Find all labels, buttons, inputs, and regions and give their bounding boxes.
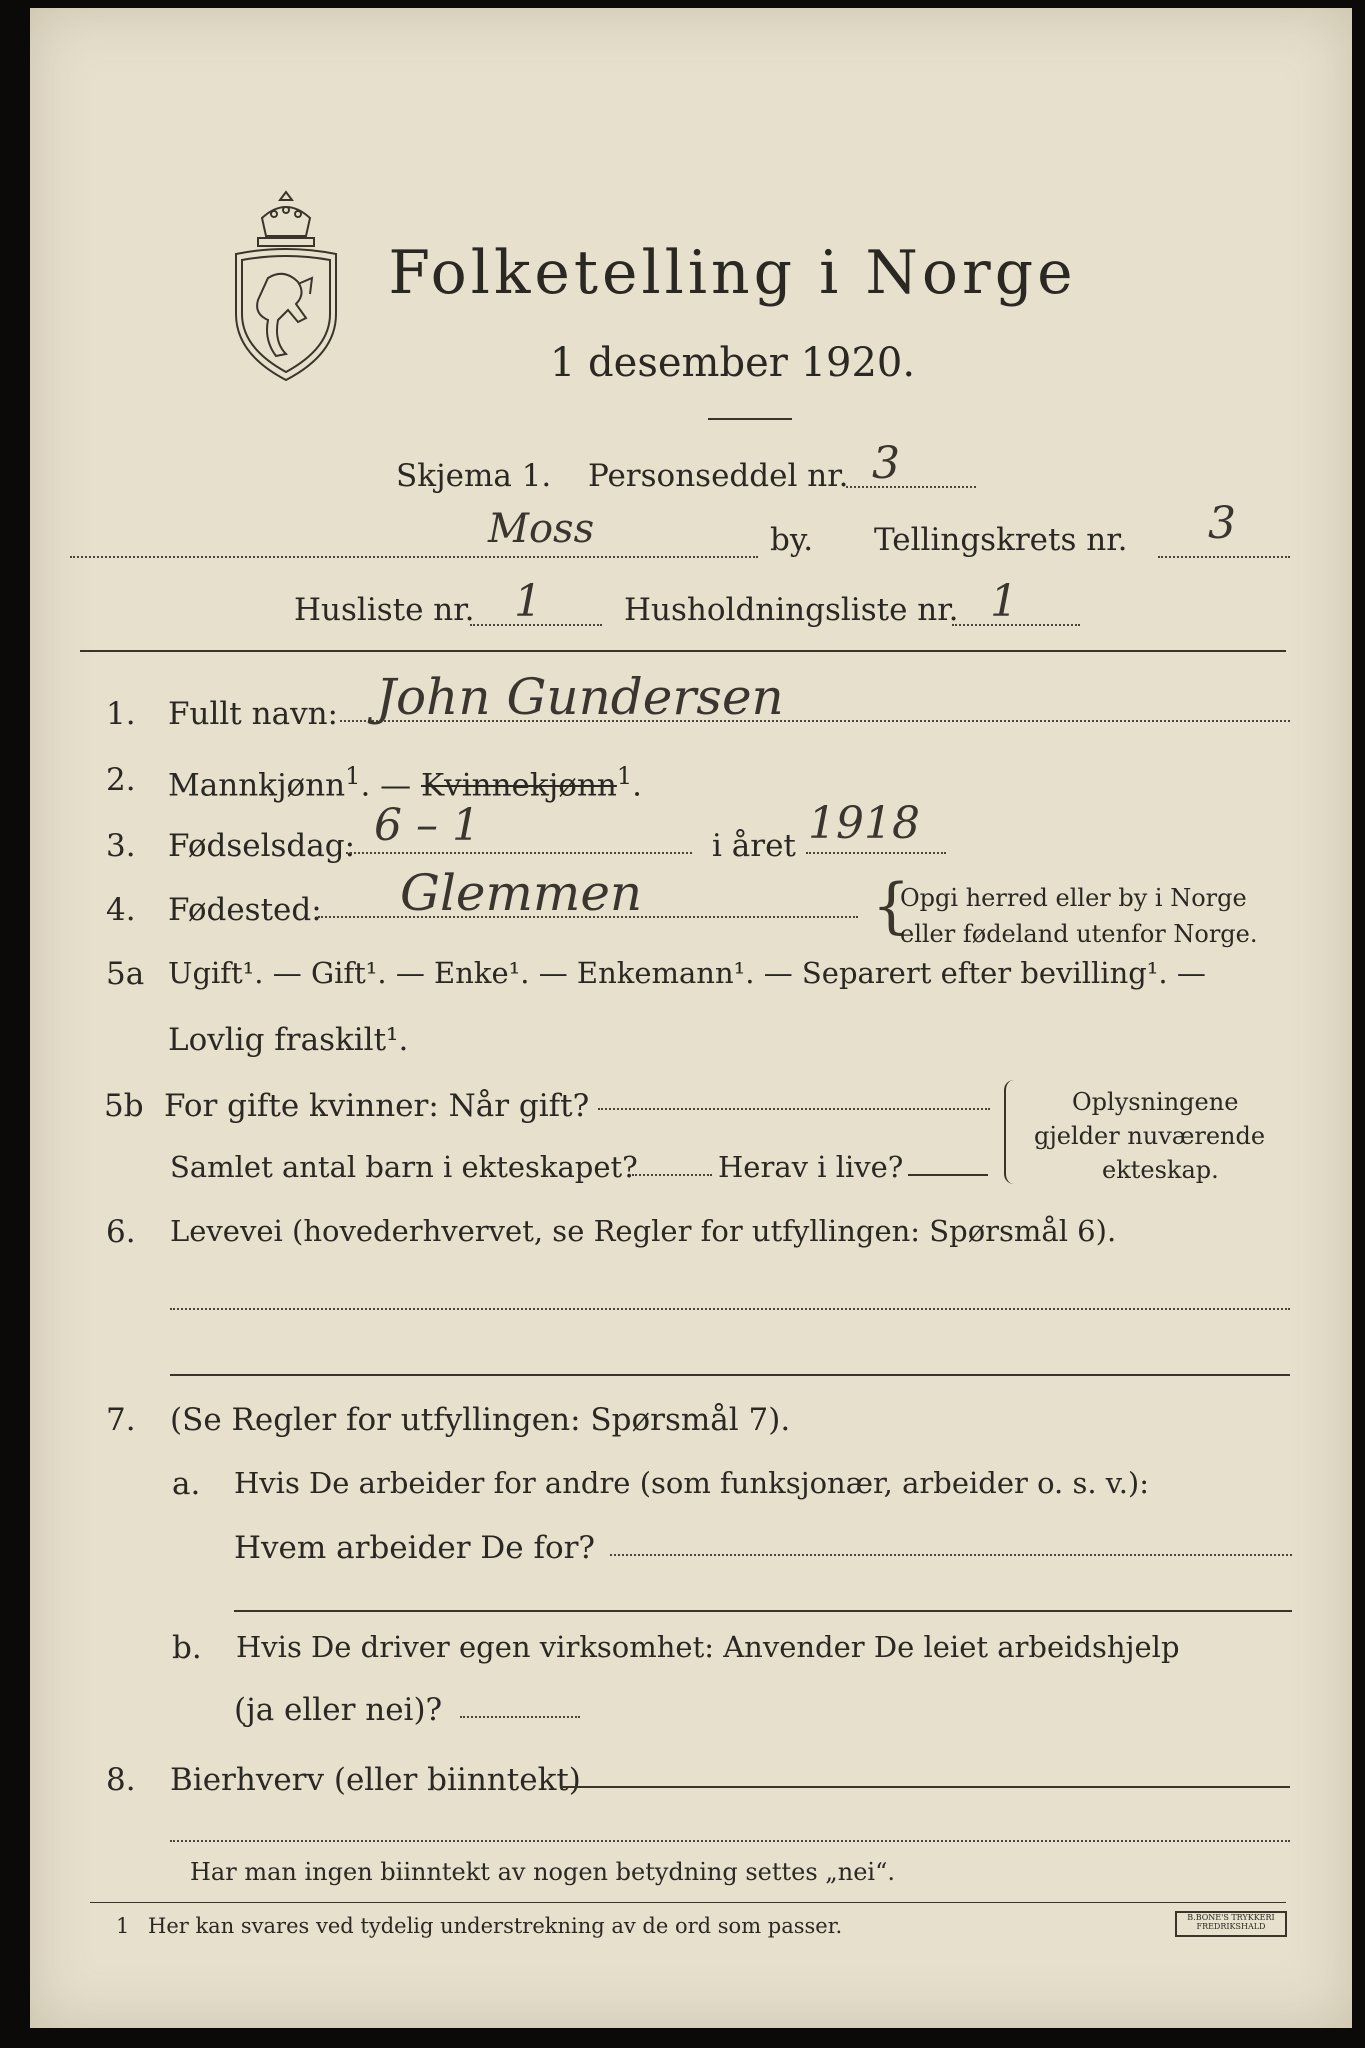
note-bracket bbox=[1004, 1080, 1018, 1184]
year-label: i året bbox=[712, 828, 796, 864]
hired-help-field-line bbox=[460, 1716, 580, 1718]
q2-options bbox=[168, 762, 642, 803]
city-suffix: by. bbox=[770, 522, 814, 558]
q7-label: (Se Regler for utfyllingen: Spørsmål 7). bbox=[170, 1402, 791, 1438]
q4-number: 4. bbox=[106, 892, 136, 928]
husliste-value[interactable]: 1 bbox=[514, 576, 542, 627]
q5b-note-line3: ekteskap. bbox=[1102, 1156, 1219, 1184]
side-income-field-line-1 bbox=[560, 1786, 1290, 1788]
q7b-text: Hvis De driver egen virksomhet: Anvender De leiet arbeidshjelp bbox=[236, 1630, 1180, 1664]
employer-field-line-1 bbox=[610, 1554, 1292, 1556]
q3-number: 3. bbox=[106, 828, 136, 864]
q6-label: Levevei (hovederhvervet, se Regler for utfyllingen: Spørsmål 6). bbox=[170, 1214, 1117, 1248]
stamp-line1: B.BONE'S TRYKKERI bbox=[1187, 1913, 1275, 1922]
divider bbox=[708, 418, 792, 420]
married-date-field-line bbox=[598, 1108, 990, 1110]
tellingskrets-field-line bbox=[1158, 556, 1290, 558]
children-field-line bbox=[632, 1174, 712, 1176]
alive-field-line bbox=[908, 1174, 988, 1176]
q8-label: Bierhverv (eller biinntekt) bbox=[170, 1762, 581, 1798]
form-date: 1 desember 1920. bbox=[549, 340, 916, 386]
header-separator bbox=[80, 650, 1286, 652]
husliste-label: Husliste nr. bbox=[294, 592, 475, 628]
q6-number: 6. bbox=[106, 1214, 136, 1250]
year-field-line bbox=[806, 852, 946, 854]
stamp-line2: FREDRIKSHALD bbox=[1196, 1922, 1266, 1931]
note-brace: { bbox=[872, 871, 911, 941]
city-value[interactable]: Moss bbox=[488, 506, 595, 552]
q7a-letter: a. bbox=[172, 1466, 201, 1502]
q8-number: 8. bbox=[106, 1762, 136, 1798]
employer-field-line-2 bbox=[234, 1610, 1292, 1612]
q3-label: Fødselsdag: bbox=[168, 828, 356, 864]
occupation-field-line-1 bbox=[170, 1308, 1290, 1310]
q5b-label: For gifte kvinner: Når gift? bbox=[164, 1088, 590, 1124]
q7b-question: (ja eller nei)? bbox=[234, 1692, 443, 1728]
footnote-text: Her kan svares ved tydelig understrekning av de ord som passer. bbox=[148, 1914, 843, 1938]
full-name-value[interactable]: John Gundersen bbox=[376, 668, 784, 726]
q7a-text: Hvis De arbeider for andre (som funksjonær, arbeider o. s. v.): bbox=[234, 1466, 1150, 1500]
occupation-field-line-2 bbox=[170, 1374, 1290, 1376]
footnote-marker: 1 bbox=[616, 762, 633, 790]
footer-note: Har man ingen biinntekt av nogen betydning settes „nei“. bbox=[190, 1858, 895, 1886]
q4-note-line2: eller fødeland utenfor Norge. bbox=[900, 920, 1258, 948]
birth-year-value[interactable]: 1918 bbox=[808, 798, 920, 849]
footnote-rule bbox=[90, 1902, 1286, 1903]
divorced-option[interactable]: Lovlig fraskilt¹. bbox=[168, 1022, 409, 1058]
q2-number: 2. bbox=[106, 762, 136, 798]
q1-label: Fullt navn: bbox=[168, 696, 338, 732]
q4-label: Fødested: bbox=[168, 892, 322, 928]
q5b-note-line2: gjelder nuværende bbox=[1034, 1122, 1266, 1150]
male-option[interactable]: Mannkjønn bbox=[168, 767, 346, 804]
birthplace-value[interactable]: Glemmen bbox=[400, 864, 643, 922]
tellingskrets-value[interactable]: 3 bbox=[1208, 498, 1236, 549]
female-option[interactable]: Kvinnekjønn bbox=[421, 767, 617, 804]
birthday-value[interactable]: 6 – 1 bbox=[374, 800, 480, 851]
period: . bbox=[632, 767, 643, 804]
printer-stamp bbox=[1175, 1911, 1287, 1937]
separator: . — bbox=[360, 767, 412, 804]
q4-note-line1: Opgi herred eller by i Norge bbox=[900, 884, 1247, 912]
personseddel-value[interactable]: 3 bbox=[872, 438, 900, 489]
q5b-number: 5b bbox=[104, 1088, 144, 1124]
personseddel-label: Personseddel nr. bbox=[588, 458, 849, 494]
q1-number: 1. bbox=[106, 696, 136, 732]
husholdningsliste-value[interactable]: 1 bbox=[990, 576, 1018, 627]
birthday-field-line bbox=[346, 852, 692, 854]
q5a-number: 5a bbox=[106, 956, 145, 992]
tellingskrets-label: Tellingskrets nr. bbox=[874, 522, 1128, 558]
q5b-note-line1: Oplysningene bbox=[1072, 1088, 1239, 1116]
q7a-question: Hvem arbeider De for? bbox=[234, 1530, 596, 1566]
side-income-field-line-2 bbox=[170, 1840, 1290, 1842]
marital-status-options[interactable]: Ugift¹. — Gift¹. — Enke¹. — Enkemann¹. — Separert efter bevilling¹. — bbox=[168, 956, 1206, 990]
city-field-line bbox=[70, 556, 758, 558]
personseddel-field-line bbox=[846, 486, 976, 488]
q7-number: 7. bbox=[106, 1402, 136, 1438]
q7b-letter: b. bbox=[172, 1630, 202, 1666]
footnote-marker: 1 bbox=[345, 762, 361, 790]
husholdningsliste-label: Husholdningsliste nr. bbox=[624, 592, 959, 628]
children-label: Samlet antal barn i ekteskapet? bbox=[170, 1150, 638, 1184]
alive-label: Herav i live? bbox=[718, 1150, 904, 1184]
footnote-number: 1 bbox=[116, 1914, 130, 1938]
form-title: Folketelling i Norge bbox=[388, 238, 1077, 308]
skjema-label: Skjema 1. bbox=[396, 458, 552, 494]
